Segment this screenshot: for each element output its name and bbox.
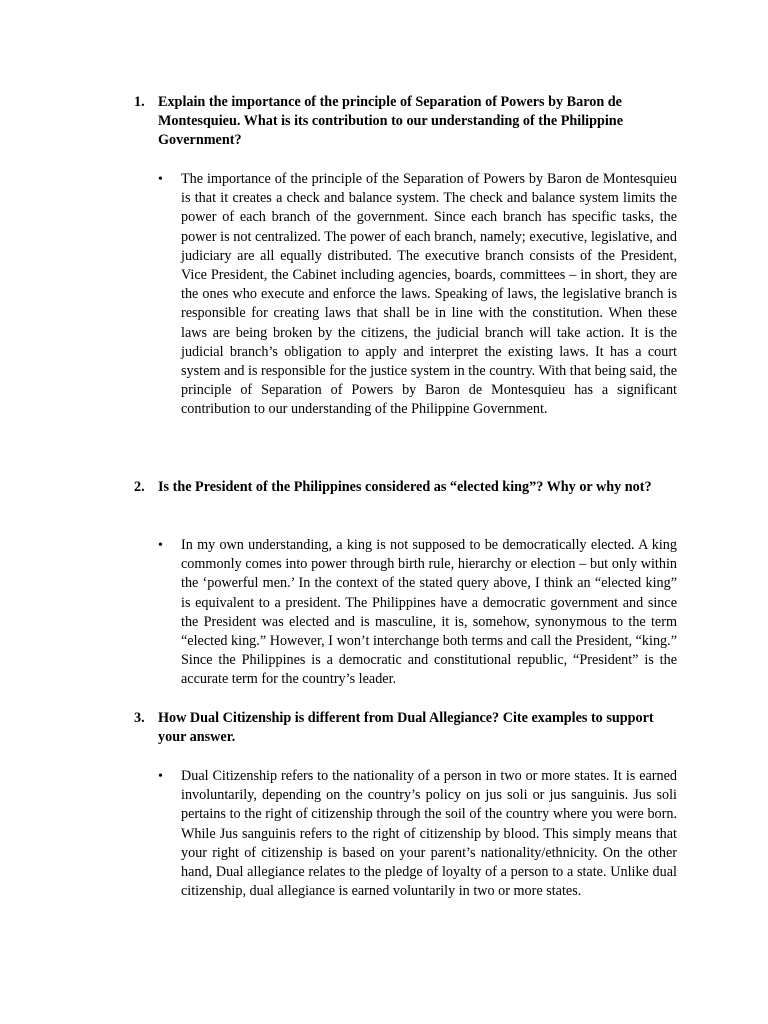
answer-2 [158,536,677,690]
question-2 [134,478,679,497]
answer-1-text: The importance of the principle of the Separation of Powers by Baron de Montesquieu is that it creates a check and balance system. The check and balance system limits the power of each branch of the government. Since each branch has specific tasks, the power is not centralized. The power of each branch, namely; executive, legislative, and judiciary are all equally distributed. The executive branch consists of the President, Vice President, the Cabinet including agencies, boards, committees – in short, they are the ones who execute and enforce the laws. Speaking of laws, the legislative branch is responsible for creating laws that shall be in line with the constitution. When these laws are being broken by the citizens, the judicial branch will take action. It is the judicial branch’s obligation to apply and interpret the existing laws. It has a court system and is responsible for the justice system in the country. With that being said, the principle of Separation of Powers by Baron de Montesquieu has a significant contribution to our understanding of the Philippine Government. [181,171,677,418]
question-1-number: 1. [134,94,145,110]
question-2-text: Is the President of the Philippines considered as “elected king”? Why or why not? [158,479,652,495]
question-3-text: How Dual Citizenship is different from Dual Allegiance? Cite examples to support your answer. [158,710,654,746]
question-3-number: 3. [134,710,145,726]
question-3 [134,709,679,747]
answer-2-text: In my own understanding, a king is not supposed to be democratically elected. A king commonly comes into power through birth rule, hierarchy or election – but only within the ‘powerful men.’ In the context of the stated query above, I think an “elected king” is equivalent to a president. The Philippines have a democratic government and since the President was elected and is masculine, it is, somehow, synonymous to the term “elected king.” However, I won’t interchange both terms and call the President, “king.” Since the Philippines is a democratic and constitutional republic, “President” is the accurate term for the country’s leader. [181,537,677,688]
bullet-icon: • [158,769,163,784]
bullet-icon: • [158,172,163,187]
answer-3-text: Dual Citizenship refers to the nationality of a person in two or more states. It is earned involuntarily, depending on the country’s policy on jus soli or jus sanguinis. Jus soli pertains to the right of citizenship through the soil of the country where you were born. While Jus sanguinis refers to the right of citizenship by blood. This simply means that your right of citizenship is based on your parent’s nationality/ethnicity. On the other hand, Dual allegiance relates to the pledge of loyalty of a person to a state. Unlike dual citizenship, dual allegiance is earned voluntarily in two or more states. [181,768,677,900]
question-1-text: Explain the importance of the principle of Separation of Powers by Baron de Montesquieu. What is its contribution to our understanding of the Philippine Government? [158,94,623,149]
question-1 [134,93,679,151]
bullet-icon: • [158,538,163,553]
answer-1 [158,170,677,420]
answer-3 [158,767,677,901]
question-2-number: 2. [134,479,145,495]
